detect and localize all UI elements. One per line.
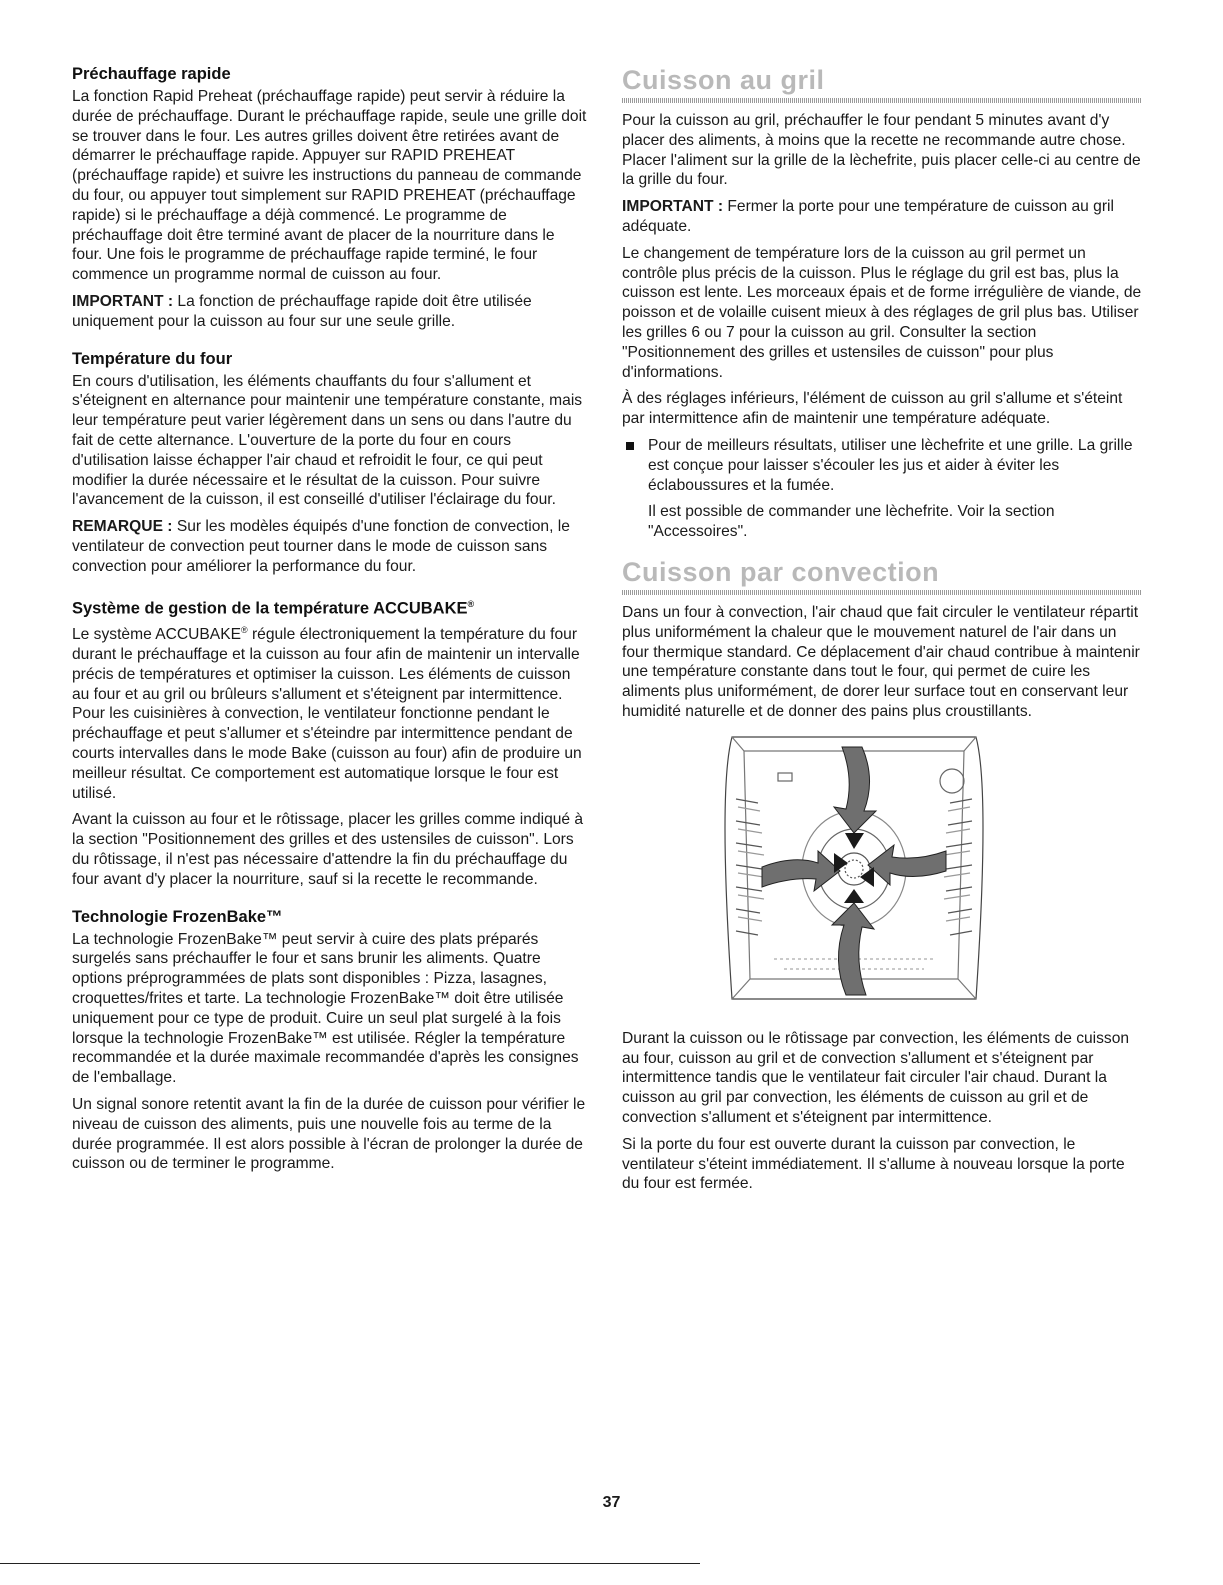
oven-illustration — [714, 729, 994, 1019]
left-column — [72, 64, 588, 1181]
paragraph: À des réglages inférieurs, l'élément de cuisson au gril s'allume et s'éteint par intermittence afin de maintenir une température adéquate. — [622, 390, 1123, 428]
heading-prechauffage-rapide: Préchauffage rapide — [72, 65, 231, 83]
remarque-text: Sur les modèles équipés d'une fonction de convection, le ventilateur de convection peut tourner dans le mode de cuisson sans convection pour améliorer la performance du four. — [72, 518, 570, 575]
important-note — [622, 197, 1142, 237]
page-number: 37 — [602, 1494, 621, 1511]
paragraph: La technologie FrozenBake™ peut servir à cuire des plats préparés surgelés sans préchauffer le four et sans brunir les aliments. Quatre options préprogrammées de plats sont disponibles : Pizza, lasagnes, croquettes/frites et tarte. La technologie FrozenBake™ doit être utilisée uniquement pour ce type de produit. Cuire un seul plat surgelé à la fois lorsque la technologie FrozenBake™ est utilisée. Régler la température recommandée et la durée maximale recommandée d'après les consignes de l'emballage. — [72, 930, 579, 1087]
paragraph: Pour la cuisson au gril, préchauffer le four pendant 5 minutes avant d'y placer des aliments, à moins que la recette ne recommande autre chose. Placer l'aliment sur la grille de la lèchefrite, puis placer celle-ci au centre de la grille du four. — [622, 112, 1141, 189]
remarque-label: REMARQUE : — [72, 518, 173, 536]
paragraph: En cours d'utilisation, les éléments chauffants du four s'allument et s'éteignent en alternance pour maintenir une température constante, mais leur température peut varier légèrement dans un sens ou dans l'autre du fait de cette alternance. L'ouverture de la porte du four en cours d'utilisation laisse échapper l'air chaud et refroidit le four, ce qui peut modifier la durée nécessaire et le résultat de la cuisson. Pour suivre l'avancement de la cuisson, il est conseillé d'utiliser l'éclairage du four. — [72, 372, 583, 509]
bullet-subtext: Il est possible de commander une lèchefrite. Voir la section "Accessoires". — [648, 503, 1055, 541]
heading-frozenbake: Technologie FrozenBake™ — [72, 907, 283, 926]
paragraph: Un signal sonore retentit avant la fin de la durée de cuisson pour vérifier le niveau de cuisson des aliments, puis une nouvelle fois au terme de la durée programmée. Il est alors possible à l'écran de prolonger la durée de cuisson ou de terminer le programme. — [72, 1095, 586, 1173]
heading-rule — [622, 590, 1142, 595]
heading-accubake — [72, 594, 588, 620]
important-label: IMPORTANT : — [622, 198, 724, 216]
paragraph: La fonction Rapid Preheat (préchauffage rapide) peut servir à réduire la durée de préchauffage. Durant le préchauffage rapide, seule une grille doit se trouver dans le four. Les autres grilles doivent être retirées avant de démarrer le préchauffage rapide. Appuyer sur RAPID PREHEAT (préchauffage rapide) et suivre les instructions du panneau de commande du four, ou appuyer tout simplement sur RAPID PREHEAT (préchauffage rapide) si le préchauffage a déjà commencé. Le programme de préchauffage doit être terminé avant de placer de la nourriture dans le four. Une fois le programme de préchauffage rapide terminé, le four commence un programme normal de cuisson au four. — [72, 88, 587, 284]
accubake-text-b: régule électroniquement la température du four durant le préchauffage et la cuisson au four afin de maintenir un intervalle précis de températures et optimiser la cuisson. Les éléments de cuisson au four et au gril ou brûleurs s'allument et s'éteignent par intermittence. Pour les cuisinières à convection, le ventilateur fonctionne pendant le préchauffage et peut s'allumer et s'éteindre par intermittence pendant de courts intervalles dans le mode Bake (cuisson au four) afin de produire un meilleur résultat. Ce comportement est automatique lorsque le four est utilisé. — [72, 626, 582, 802]
paragraph: Durant la cuisson ou le rôtissage par convection, les éléments de cuisson au four, cuisson au gril et de convection s'allument et s'éteignent par intermittence tandis que le ventilateur fait circuler l'air chaud. Durant la cuisson au gril par convection, les éléments de cuisson au gril et de convection s'allument et s'éteignent par intermittence. — [622, 1029, 1130, 1126]
bullet-square-icon — [626, 442, 634, 450]
right-column — [622, 64, 1142, 1201]
remarque-note — [72, 517, 588, 576]
paragraph: Le changement de température lors de la cuisson au gril permet un contrôle plus précis de la cuisson. Plus le réglage du gril est bas, plus la cuisson est lente. Les morceaux épais et de forme irrégulière de viande, de poisson et de volaille cuisent mieux à des réglages de gril plus bas. Utiliser les grilles 6 ou 7 pour la cuisson au gril. Consulter la section "Positionnement des grilles et ustensiles de cuisson" pour plus d'informations. — [622, 244, 1142, 381]
heading-rule — [622, 98, 1142, 103]
paragraph: Si la porte du four est ouverte durant la cuisson par convection, le ventilateur s'éteint immédiatement. Il s'allume à nouveau lorsque la porte du four est fermée. — [622, 1135, 1125, 1193]
bullet-text: Pour de meilleurs résultats, utiliser une lèchefrite et une grille. La grille est conçue pour laisser s'écouler les jus et aider à éviter les éclaboussures et la fumée. — [648, 436, 1133, 494]
important-text: Fermer la porte pour une température de cuisson au gril adéquate. — [622, 198, 1114, 235]
important-text: La fonction de préchauffage rapide doit être utilisée uniquement pour la cuisson au four sur une seule grille. — [72, 292, 532, 330]
heading-cuisson-par-convection: Cuisson par convection — [622, 556, 940, 587]
paragraph — [72, 621, 588, 803]
heading-temperature-four: Température du four — [72, 349, 233, 368]
accubake-text-a: Le système ACCUBAKE — [72, 626, 241, 644]
registered-mark: ® — [467, 598, 475, 609]
bullet-item — [622, 436, 1142, 502]
convection-fan-diagram — [714, 729, 994, 1019]
footer-rule — [0, 1563, 700, 1564]
heading-accubake-text: Système de gestion de la température ACCUBAKE — [72, 599, 468, 618]
important-label: IMPORTANT : — [72, 292, 174, 310]
important-note — [72, 292, 588, 332]
heading-cuisson-au-gril: Cuisson au gril — [622, 65, 825, 95]
paragraph: Dans un four à convection, l'air chaud que fait circuler le ventilateur répartit plus uniformément la chaleur que le mouvement naturel de l'air dans un four thermique standard. Ce déplacement d'air chaud contribue à maintenir une température constante dans tout le four, qui permet de cuire les aliments plus uniformément, de dorer leur surface tout en conservant leur humidité naturelle et de donner des pains plus croustillants. — [622, 603, 1140, 720]
registered-mark: ® — [241, 625, 248, 636]
paragraph: Avant la cuisson au four et le rôtissage, placer les grilles comme indiqué à la section "Positionnement des grilles et des ustensiles de cuisson". Lors du rôtissage, il n'est pas nécessaire d'attendre la fin du préchauffage du four avant d'y placer la nourriture, sauf si la recette le recommande. — [72, 811, 584, 888]
